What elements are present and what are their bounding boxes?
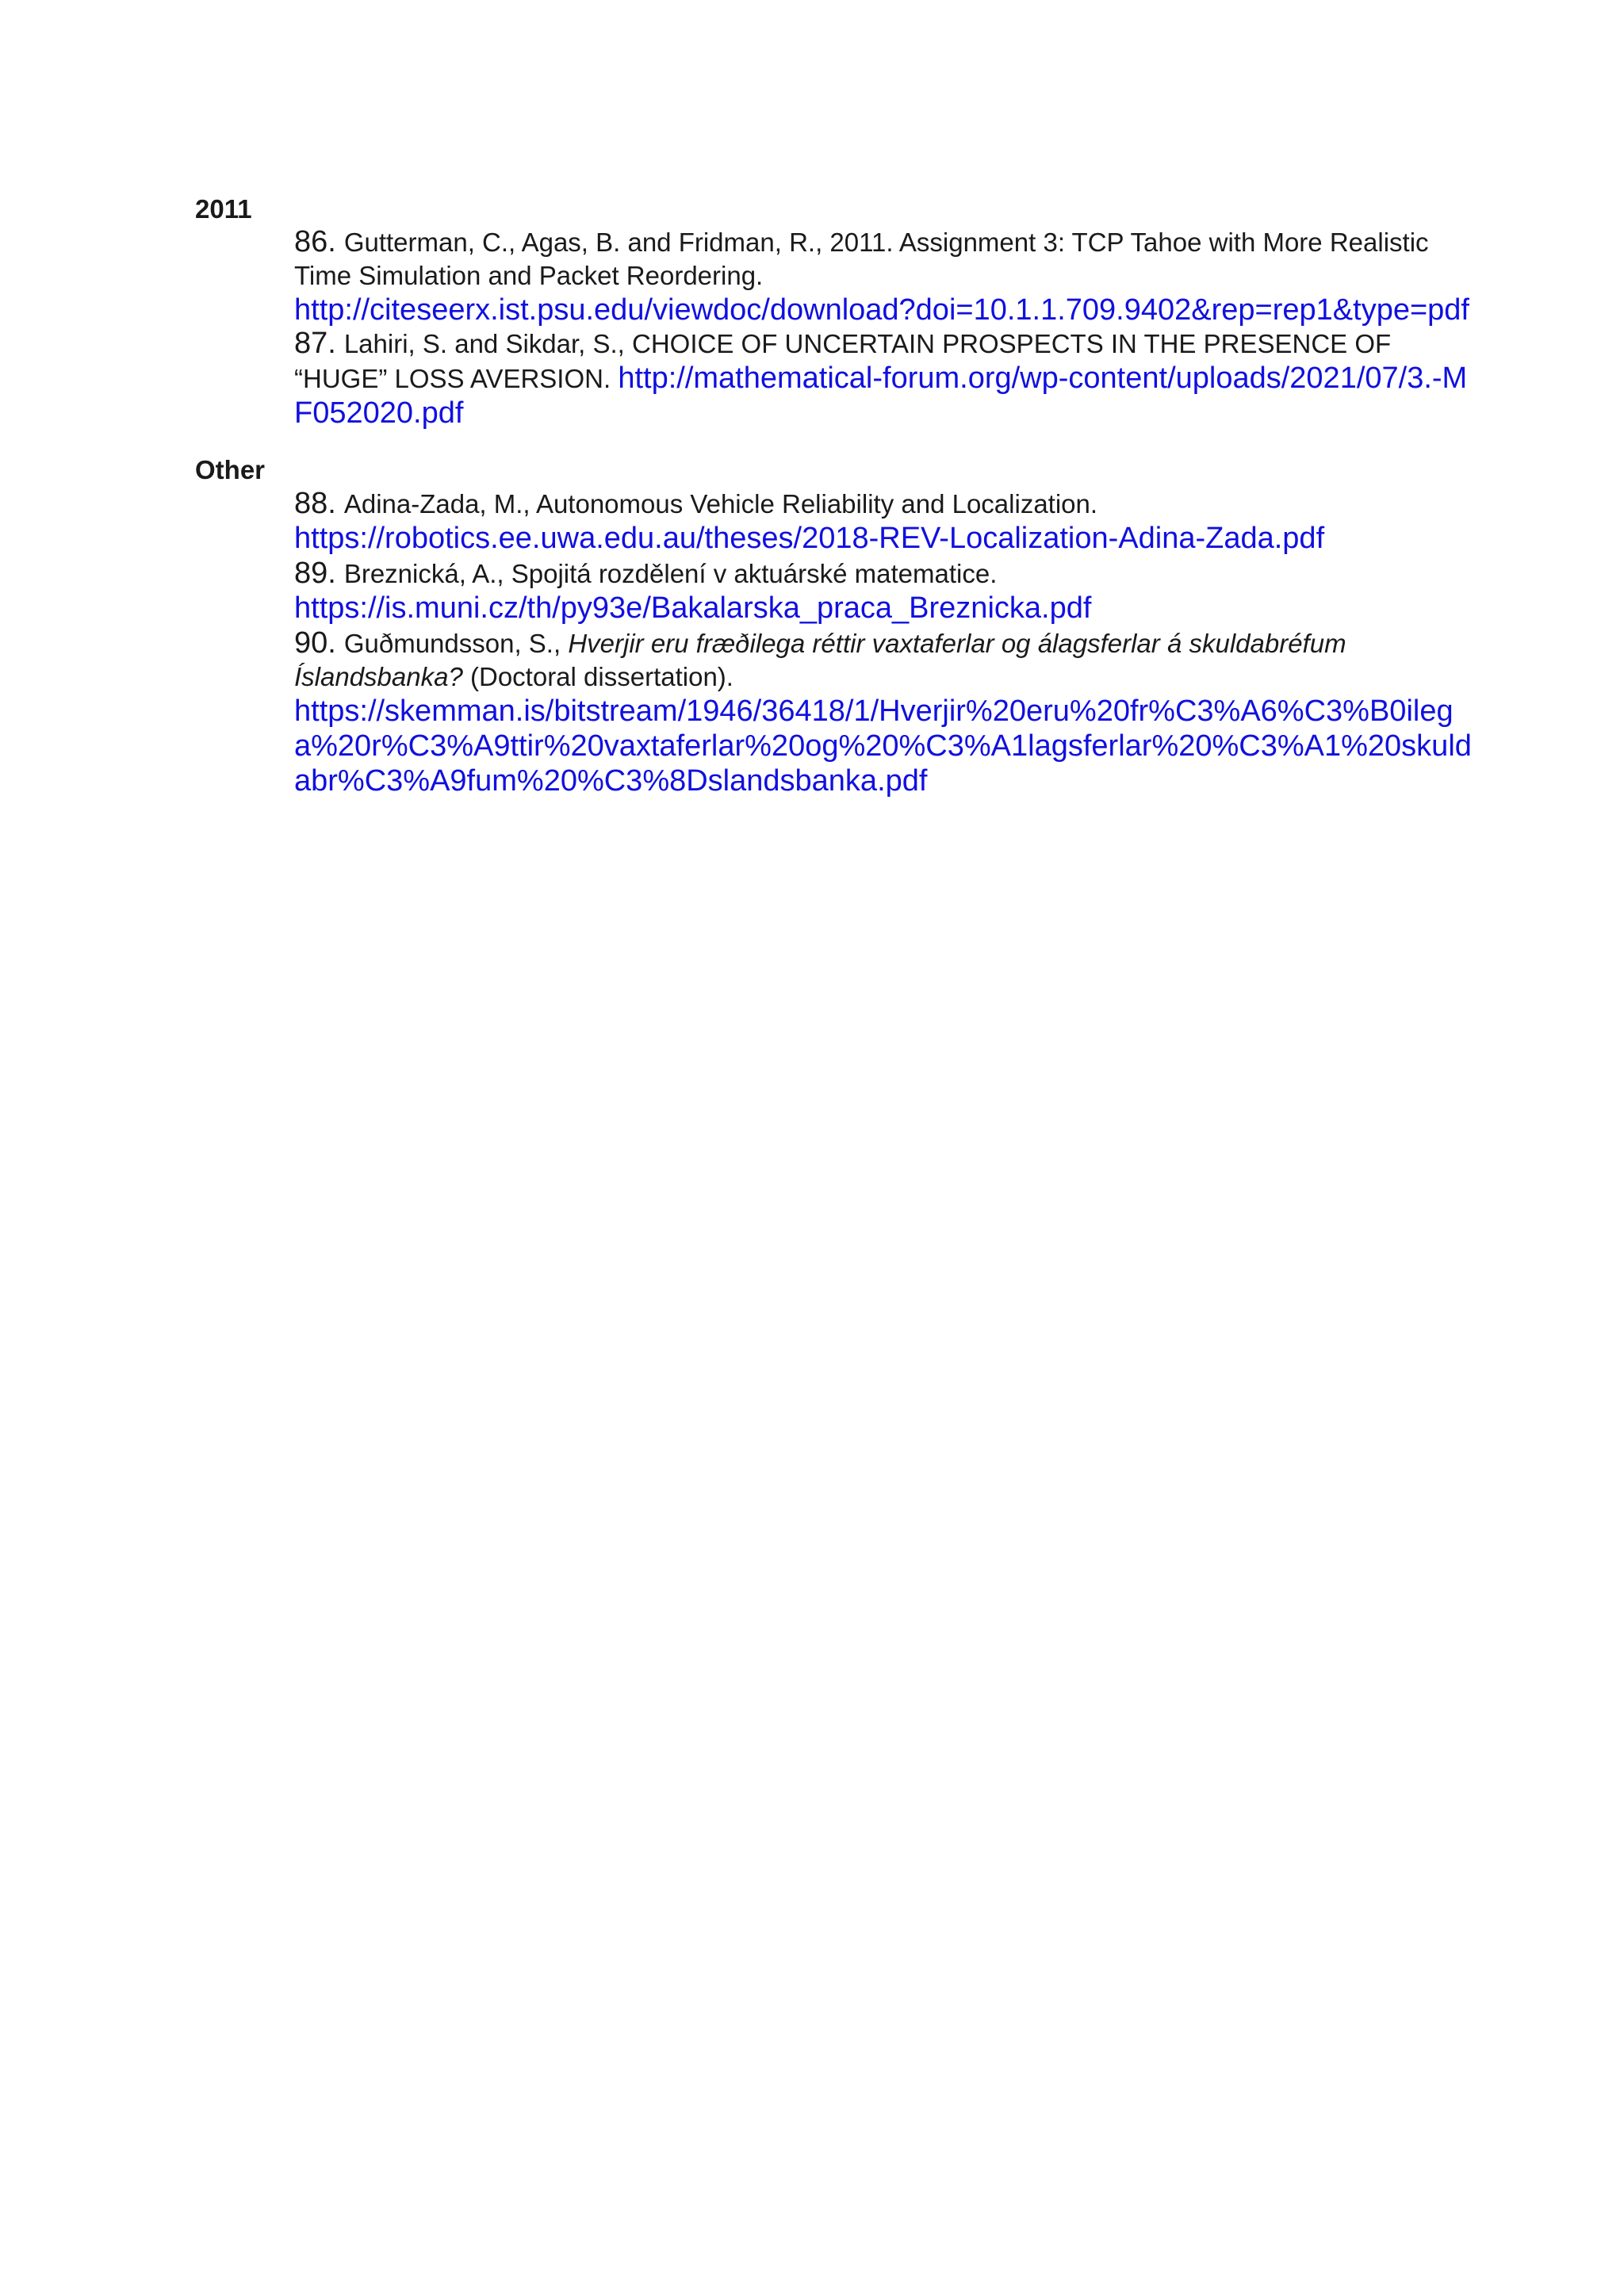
reference-text: [294, 225, 1484, 293]
reference-number: 86.: [294, 225, 336, 258]
reference-number: 88.: [294, 487, 336, 520]
reference-text: [294, 626, 1484, 694]
reference-citation: Breznická, A., Spojitá rozdělení v aktuárské matematice.: [343, 559, 998, 588]
reference-author: Guðmundsson, S.,: [343, 629, 561, 658]
reference-text: [294, 487, 1484, 521]
reference-link[interactable]: https://is.muni.cz/th/py93e/Bakalarska_praca_Breznicka.pdf: [294, 591, 1092, 625]
reference-citation: Lahiri, S. and Sikdar, S., CHOICE OF UNCERTAIN PROSPECTS IN THE PRESENCE OF “HUGE” LOSS AVERSION.: [294, 329, 1392, 393]
reference-citation: Gutterman, C., Agas, B. and Fridman, R., 2011. Assignment 3: TCP Tahoe with More Realistic Time Simulation and Packet Reordering.: [294, 228, 1429, 290]
section-heading-2011: 2011: [195, 194, 252, 224]
reference-number: 87.: [294, 327, 336, 360]
reference-note: (Doctoral dissertation).: [470, 662, 733, 691]
section-heading-other: Other: [195, 455, 266, 484]
reference-entry-87: [294, 327, 1484, 430]
reference-entry-88: [294, 487, 1484, 556]
reference-link[interactable]: http://mathematical-forum.org/wp-content/uploads/2021/07/3.-MF052020.pdf: [294, 362, 1468, 430]
reference-entry-86: [294, 225, 1484, 327]
reference-citation: Adina-Zada, M., Autonomous Vehicle Reliability and Localization.: [343, 489, 1098, 519]
reference-number: 90.: [294, 626, 336, 660]
reference-entry-90: [294, 626, 1484, 798]
reference-link[interactable]: http://citeseerx.ist.psu.edu/viewdoc/download?doi=10.1.1.709.9402&rep=rep1&type=pdf: [294, 293, 1469, 327]
reference-link[interactable]: https://robotics.ee.uwa.edu.au/theses/2018-REV-Localization-Adina-Zada.pdf: [294, 522, 1325, 555]
reference-title: Hverjir eru fræðilega réttir vaxtaferlar og álagsferlar á skuldabréfum Íslandsbanka?: [294, 629, 1346, 691]
reference-text: [294, 327, 1484, 430]
reference-text: [294, 557, 1484, 591]
reference-number: 89.: [294, 557, 336, 590]
reference-link[interactable]: https://skemman.is/bitstream/1946/36418/1/Hverjir%20eru%20fr%C3%A6%C3%B0ilega%20r%C3%A9ttir%20vaxtaferlar%20og%20%C3%A1lagsferlar%20%C3%A1%20skuldabr%C3%A9fum%20%C3%8Dslandsbanka.pdf: [294, 695, 1472, 798]
reference-entry-89: [294, 557, 1484, 626]
